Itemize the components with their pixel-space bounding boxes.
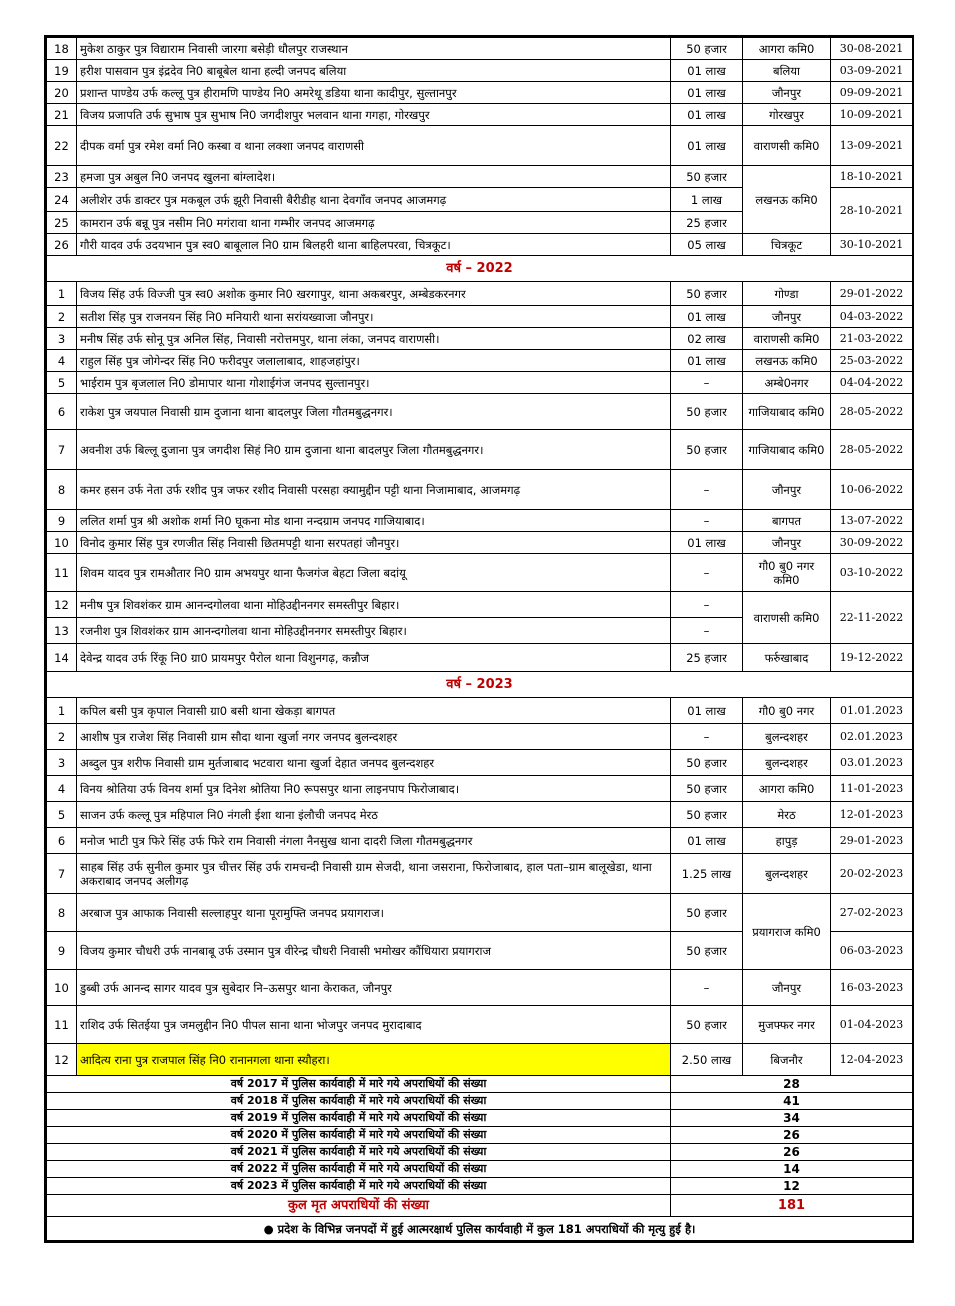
accused-description: कमर हसन उर्फ नेता उर्फ रशीद पुत्र जफर रशीद निवासी परसहा क्यामुद्दीन पट्टी थाना निजामाबाद, आजमगढ़ (77, 470, 671, 510)
serial-number: 9 (47, 932, 77, 970)
district: आगरा कमि0 (743, 776, 831, 802)
accused-description: मनोज भाटी पुत्र फिरे सिंह उर्फ फिरे राम निवासी नंगला नैनसुख थाना दादरी जिला गौतमबुद्धनगर (77, 828, 671, 854)
accused-description: अरबाज पुत्र आफाक निवासी सल्लाहपुर थाना पूरामुफ्ति जनपद प्रयागराज। (77, 894, 671, 932)
serial-number: 5 (47, 802, 77, 828)
summary-label: वर्ष 2020 में पुलिस कार्यवाही में मारे गये अपराधियों की संख्या (47, 1127, 671, 1144)
district: मुजफ्फर नगर (743, 1006, 831, 1044)
district: बुलन्दशहर (743, 750, 831, 776)
summary-note: ● प्रदेश के विभिन्न जनपदों में हुई आत्मरक्षार्थ पुलिस कार्यवाही में कुल 181 अपराधियों की मृत्यु हुई है। (47, 1217, 913, 1241)
accused-description: राहुल सिंह पुत्र जोगेन्दर सिंह नि0 फरीदपुर जलालाबाद, शाहजहांपुर। (77, 350, 671, 372)
district: गाजियाबाद कमि0 (743, 394, 831, 430)
serial-number: 4 (47, 350, 77, 372)
total-row (47, 1195, 913, 1217)
district: लखनऊ कमि0 (743, 350, 831, 372)
encounter-date: 13-07-2022 (831, 510, 913, 532)
serial-number: 3 (47, 750, 77, 776)
accused-description: आशीष पुत्र राजेश सिंह निवासी ग्राम सौदा थाना खुर्जा नगर जनपद बुलन्दशहर (77, 724, 671, 750)
serial-number: 5 (47, 372, 77, 394)
encounter-date: 19-12-2022 (831, 644, 913, 672)
encounter-date: 12-04-2023 (831, 1044, 913, 1076)
table-row (47, 894, 913, 932)
serial-number: 1 (47, 282, 77, 306)
summary-value: 41 (671, 1093, 913, 1110)
encounter-date: 11-01-2023 (831, 776, 913, 802)
table-row (47, 1044, 913, 1076)
reward-amount: 05 लाख (671, 234, 743, 256)
summary-label: वर्ष 2023 में पुलिस कार्यवाही में मारे गये अपराधियों की संख्या (47, 1178, 671, 1195)
reward-amount: 01 लाख (671, 306, 743, 328)
district: लखनऊ कमि0 (743, 166, 831, 234)
encounter-date: 21-03-2022 (831, 328, 913, 350)
reward-amount: – (671, 724, 743, 750)
accused-description: विजय सिंह उर्फ विज्जी पुत्र स्व0 अशोक कुमार नि0 खरगापुर, थाना अकबरपुर, अम्बेडकरनगर (77, 282, 671, 306)
district: प्रयागराज कमि0 (743, 894, 831, 970)
reward-amount: 01 लाख (671, 698, 743, 724)
district: जौनपुर (743, 306, 831, 328)
district: चित्रकूट (743, 234, 831, 256)
accused-description: विजय कुमार चौधरी उर्फ नानबाबू उर्फ उस्मान पुत्र वीरेन्द्र चौधरी निवासी भमोखर कौंधियारा प्रयागराज (77, 932, 671, 970)
encounter-date: 25-03-2022 (831, 350, 913, 372)
table-row (47, 470, 913, 510)
encounter-date: 13-09-2021 (831, 126, 913, 166)
serial-number: 21 (47, 104, 77, 126)
encounter-date: 27-02-2023 (831, 894, 913, 932)
encounter-date: 06-03-2023 (831, 932, 913, 970)
serial-number: 26 (47, 234, 77, 256)
reward-amount: 50 हजार (671, 802, 743, 828)
accused-description: दीपक वर्मा पुत्र रमेश वर्मा नि0 कस्बा व थाना लक्शा जनपद वाराणसी (77, 126, 671, 166)
serial-number: 24 (47, 188, 77, 212)
reward-amount: 1.25 लाख (671, 854, 743, 894)
table-row (47, 554, 913, 592)
encounter-date: 12-01-2023 (831, 802, 913, 828)
total-value: 181 (671, 1195, 913, 1217)
encounter-date: 28-05-2022 (831, 394, 913, 430)
summary-value: 34 (671, 1110, 913, 1127)
accused-description: मुकेश ठाकुर पुत्र विद्याराम निवासी जारगा बसेड़ी धौलपुर राजस्थान (77, 38, 671, 60)
table-row (47, 234, 913, 256)
district: आगरा कमि0 (743, 38, 831, 60)
encounter-date: 18-10-2021 (831, 166, 913, 188)
encounter-date: 22-11-2022 (831, 592, 913, 644)
serial-number: 10 (47, 970, 77, 1006)
serial-number: 8 (47, 470, 77, 510)
year-row-2022 (47, 256, 913, 282)
reward-amount: – (671, 554, 743, 592)
district: हापुड़ (743, 828, 831, 854)
accused-description: राकेश पुत्र जयपाल निवासी ग्राम दुजाना थाना बादलपुर जिला गौतमबुद्धनगर। (77, 394, 671, 430)
serial-number: 12 (47, 592, 77, 618)
encounter-date: 28-05-2022 (831, 430, 913, 470)
table-row (47, 828, 913, 854)
accused-description: हरीश पासवान पुत्र इंद्रदेव नि0 बाबूबेल थाना हल्दी जनपद बलिया (77, 60, 671, 82)
serial-number: 14 (47, 644, 77, 672)
reward-amount: 25 हजार (671, 212, 743, 234)
serial-number: 6 (47, 828, 77, 854)
accused-description: ललित शर्मा पुत्र श्री अशोक शर्मा नि0 घूकना मोड थाना नन्दग्राम जनपद गाजियाबाद। (77, 510, 671, 532)
encounter-date: 30-09-2022 (831, 532, 913, 554)
reward-amount: 01 लाख (671, 532, 743, 554)
serial-number: 4 (47, 776, 77, 802)
summary-row (47, 1161, 913, 1178)
district: फर्रुखाबाद (743, 644, 831, 672)
summary-value: 14 (671, 1161, 913, 1178)
serial-number: 12 (47, 1044, 77, 1076)
accused-description: भाईराम पुत्र बृजलाल नि0 डोमापार थाना गोशाईगंज जनपद सुल्तानपुर। (77, 372, 671, 394)
table-row (47, 802, 913, 828)
serial-number: 20 (47, 82, 77, 104)
accused-description: मनीष सिंह उर्फ सोनू पुत्र अनिल सिंह, निवासी नरोत्तमपुर, थाना लंका, जनपद वाराणसी। (77, 328, 671, 350)
reward-amount: 01 लाख (671, 104, 743, 126)
table-row (47, 82, 913, 104)
reward-amount: 50 हजार (671, 750, 743, 776)
district: वाराणसी कमि0 (743, 592, 831, 644)
table-row (47, 350, 913, 372)
summary-row (47, 1093, 913, 1110)
reward-amount: 01 लाख (671, 126, 743, 166)
encounter-date: 01.01.2023 (831, 698, 913, 724)
table-row (47, 970, 913, 1006)
serial-number: 6 (47, 394, 77, 430)
summary-value: 12 (671, 1178, 913, 1195)
table-row (47, 60, 913, 82)
district: बागपत (743, 510, 831, 532)
serial-number: 1 (47, 698, 77, 724)
accused-description: शिवम यादव पुत्र रामऔतार नि0 ग्राम अभयपुर थाना फैजगंज बेहटा जिला बदांयू (77, 554, 671, 592)
reward-amount: 50 हजार (671, 430, 743, 470)
serial-number: 10 (47, 532, 77, 554)
district: जौनपुर (743, 82, 831, 104)
encounter-table (46, 37, 913, 1241)
summary-row (47, 1178, 913, 1195)
encounter-date: 03-10-2022 (831, 554, 913, 592)
district: बलिया (743, 60, 831, 82)
year-heading: वर्ष – 2023 (47, 672, 913, 698)
table-row (47, 166, 913, 188)
encounter-date: 10-06-2022 (831, 470, 913, 510)
serial-number: 25 (47, 212, 77, 234)
table-row (47, 1006, 913, 1044)
accused-description: अलीशेर उर्फ डाक्टर पुत्र मकबूल उर्फ झूरी निवासी बैरीडीह थाना देवगाँव जनपद आजमगढ़ (77, 188, 671, 212)
serial-number: 19 (47, 60, 77, 82)
table-row (47, 532, 913, 554)
year-row-2023 (47, 672, 913, 698)
encounter-date: 29-01-2022 (831, 282, 913, 306)
accused-description: राशिद उर्फ सितईया पुत्र जमलुद्दीन नि0 पीपल साना थाना भोजपुर जनपद मुरादाबाद (77, 1006, 671, 1044)
serial-number: 3 (47, 328, 77, 350)
note-row (47, 1217, 913, 1241)
reward-amount: 02 लाख (671, 328, 743, 350)
accused-description: साजन उर्फ कल्लू पुत्र महिपाल नि0 नंगली ईशा थाना इंलौची जनपद मेरठ (77, 802, 671, 828)
serial-number: 7 (47, 854, 77, 894)
summary-label: वर्ष 2017 में पुलिस कार्यवाही में मारे गये अपराधियों की संख्या (47, 1076, 671, 1093)
serial-number: 23 (47, 166, 77, 188)
reward-amount: – (671, 618, 743, 644)
accused-description: विनोद कुमार सिंह पुत्र रणजीत सिंह निवासी छितमपट्टी थाना सरपतहां जौनपुर। (77, 532, 671, 554)
serial-number: 8 (47, 894, 77, 932)
table-row (47, 854, 913, 894)
table-row (47, 724, 913, 750)
district: वाराणसी कमि0 (743, 126, 831, 166)
encounter-date: 04-03-2022 (831, 306, 913, 328)
accused-description: विजय प्रजापति उर्फ सुभाष पुत्र सुभाष नि0 जगदीशपुर भलवान थाना गगहा, गोरखपुर (77, 104, 671, 126)
accused-description: साहब सिंह उर्फ सुनील कुमार पुत्र चीत्तर सिंह उर्फ रामचन्दी निवासी ग्राम सेजदी, थाना जसराना, फिरोजाबाद, हाल पता–ग्राम बालूखेडा, थाना अकराबाद जनपद अलीगढ़ (77, 854, 671, 894)
serial-number: 18 (47, 38, 77, 60)
reward-amount: 50 हजार (671, 932, 743, 970)
accused-description: प्रशान्त पाण्डेय उर्फ कल्लू पुत्र हीरामणि पाण्डेय नि0 अमरेथू डडिया थाना कादीपुर, सुल्तानपुर (77, 82, 671, 104)
accused-description: आदित्य राना पुत्र राजपाल सिंह नि0 रानानगला थाना स्यौहरा। (77, 1044, 671, 1076)
summary-label: वर्ष 2018 में पुलिस कार्यवाही में मारे गये अपराधियों की संख्या (47, 1093, 671, 1110)
encounter-date: 10-09-2021 (831, 104, 913, 126)
summary-row (47, 1110, 913, 1127)
reward-amount: 01 लाख (671, 82, 743, 104)
summary-value: 28 (671, 1076, 913, 1093)
accused-description: रजनीश पुत्र शिवशंकर ग्राम आनन्दगोलवा थाना मोहिउद्दीननगर समस्तीपुर बिहार। (77, 618, 671, 644)
district: गोरखपुर (743, 104, 831, 126)
table-row (47, 750, 913, 776)
accused-description: गौरी यादव उर्फ उदयभान पुत्र स्व0 बाबूलाल नि0 ग्राम बिलहरी थाना बाहिलपरवा, चित्रकूट। (77, 234, 671, 256)
reward-amount: 50 हजार (671, 166, 743, 188)
reward-amount: 01 लाख (671, 60, 743, 82)
reward-amount: 50 हजार (671, 282, 743, 306)
serial-number: 2 (47, 306, 77, 328)
table-row (47, 592, 913, 618)
encounter-date: 16-03-2023 (831, 970, 913, 1006)
encounter-date: 01-04-2023 (831, 1006, 913, 1044)
reward-amount: 50 हजार (671, 394, 743, 430)
table-row (47, 104, 913, 126)
table-row (47, 644, 913, 672)
encounter-date: 02.01.2023 (831, 724, 913, 750)
summary-value: 26 (671, 1144, 913, 1161)
district: जौनपुर (743, 970, 831, 1006)
summary-label: वर्ष 2022 में पुलिस कार्यवाही में मारे गये अपराधियों की संख्या (47, 1161, 671, 1178)
accused-description: अब्दुल पुत्र शरीफ निवासी ग्राम मुर्तजाबाद भटवारा थाना खुर्जा देहात जनपद बुलन्दशहर (77, 750, 671, 776)
reward-amount: 01 लाख (671, 828, 743, 854)
district: बिजनौर (743, 1044, 831, 1076)
serial-number: 11 (47, 1006, 77, 1044)
reward-amount: 50 हजार (671, 776, 743, 802)
reward-amount: 1 लाख (671, 188, 743, 212)
year-heading: वर्ष – 2022 (47, 256, 913, 282)
table-row (47, 282, 913, 306)
summary-value: 26 (671, 1127, 913, 1144)
summary-row (47, 1144, 913, 1161)
table-row (47, 776, 913, 802)
reward-amount: 50 हजार (671, 1006, 743, 1044)
serial-number: 9 (47, 510, 77, 532)
accused-description: कपिल बसी पुत्र कृपाल निवासी ग्रा0 बसी थाना खेकड़ा बागपत (77, 698, 671, 724)
serial-number: 2 (47, 724, 77, 750)
district: बुलन्दशहर (743, 854, 831, 894)
document-table-wrapper (44, 35, 914, 1243)
table-row (47, 510, 913, 532)
accused-description: डुब्बी उर्फ आनन्द सागर यादव पुत्र सुबेदार नि–ऊसपुर थाना केराकत, जौनपुर (77, 970, 671, 1006)
reward-amount: 25 हजार (671, 644, 743, 672)
reward-amount: – (671, 470, 743, 510)
reward-amount: 2.50 लाख (671, 1044, 743, 1076)
reward-amount: – (671, 592, 743, 618)
table-row (47, 328, 913, 350)
serial-number: 13 (47, 618, 77, 644)
reward-amount: 01 लाख (671, 350, 743, 372)
reward-amount: 50 हजार (671, 38, 743, 60)
encounter-date: 03.01.2023 (831, 750, 913, 776)
encounter-date: 29-01-2023 (831, 828, 913, 854)
summary-row (47, 1076, 913, 1093)
district: मेरठ (743, 802, 831, 828)
encounter-date: 09-09-2021 (831, 82, 913, 104)
table-row (47, 394, 913, 430)
district: गोण्डा (743, 282, 831, 306)
district: जौनपुर (743, 532, 831, 554)
table-row (47, 38, 913, 60)
table-row (47, 372, 913, 394)
accused-description: मनीष पुत्र शिवशंकर ग्राम आनन्दगोलवा थाना मोहिउद्दीननगर समस्तीपुर बिहार। (77, 592, 671, 618)
reward-amount: – (671, 372, 743, 394)
summary-row (47, 1127, 913, 1144)
encounter-date: 04-04-2022 (831, 372, 913, 394)
serial-number: 22 (47, 126, 77, 166)
accused-description: अवनीश उर्फ बिल्लू दुजाना पुत्र जगदीश सिहं नि0 ग्राम दुजाना थाना बादलपुर जिला गौतमबुद्धनगर। (77, 430, 671, 470)
reward-amount: – (671, 970, 743, 1006)
encounter-date: 28-10-2021 (831, 188, 913, 234)
accused-description: सतीश सिंह पुत्र राजनयन सिंह नि0 मनियारी थाना सरांयख्वाजा जौनपुर। (77, 306, 671, 328)
encounter-date: 03-09-2021 (831, 60, 913, 82)
district: गौ0 बु0 नगर कमि0 (743, 554, 831, 592)
accused-description: देवेन्द्र यादव उर्फ रिंकू नि0 ग्रा0 प्रायमपुर पैरोल थाना विशुनगढ़, कन्नौज (77, 644, 671, 672)
district: अम्बे0नगर (743, 372, 831, 394)
accused-description: विनय श्रोतिया उर्फ विनय शर्मा पुत्र दिनेश श्रोतिया नि0 रूपसपुर थाना लाइनपाप फिरोजाबाद। (77, 776, 671, 802)
summary-label: वर्ष 2019 में पुलिस कार्यवाही में मारे गये अपराधियों की संख्या (47, 1110, 671, 1127)
table-row (47, 306, 913, 328)
encounter-date: 30-08-2021 (831, 38, 913, 60)
accused-description: हमजा पुत्र अबुल नि0 जनपद खुलना बांग्लादेश। (77, 166, 671, 188)
table-row (47, 126, 913, 166)
table-row (47, 430, 913, 470)
district: वाराणसी कमि0 (743, 328, 831, 350)
total-label: कुल मृत अपराधियों की संख्या (47, 1195, 671, 1217)
reward-amount: 50 हजार (671, 894, 743, 932)
encounter-date: 20-02-2023 (831, 854, 913, 894)
district: गौ0 बु0 नगर (743, 698, 831, 724)
serial-number: 11 (47, 554, 77, 592)
encounter-date: 30-10-2021 (831, 234, 913, 256)
serial-number: 7 (47, 430, 77, 470)
district: गाजियाबाद कमि0 (743, 430, 831, 470)
district: जौनपुर (743, 470, 831, 510)
accused-description: कामरान उर्फ बन्नू पुत्र नसीम नि0 मगंरावा थाना गम्भीर जनपद आजमगढ़ (77, 212, 671, 234)
reward-amount: – (671, 510, 743, 532)
table-row (47, 698, 913, 724)
district: बुलन्दशहर (743, 724, 831, 750)
summary-label: वर्ष 2021 में पुलिस कार्यवाही में मारे गये अपराधियों की संख्या (47, 1144, 671, 1161)
